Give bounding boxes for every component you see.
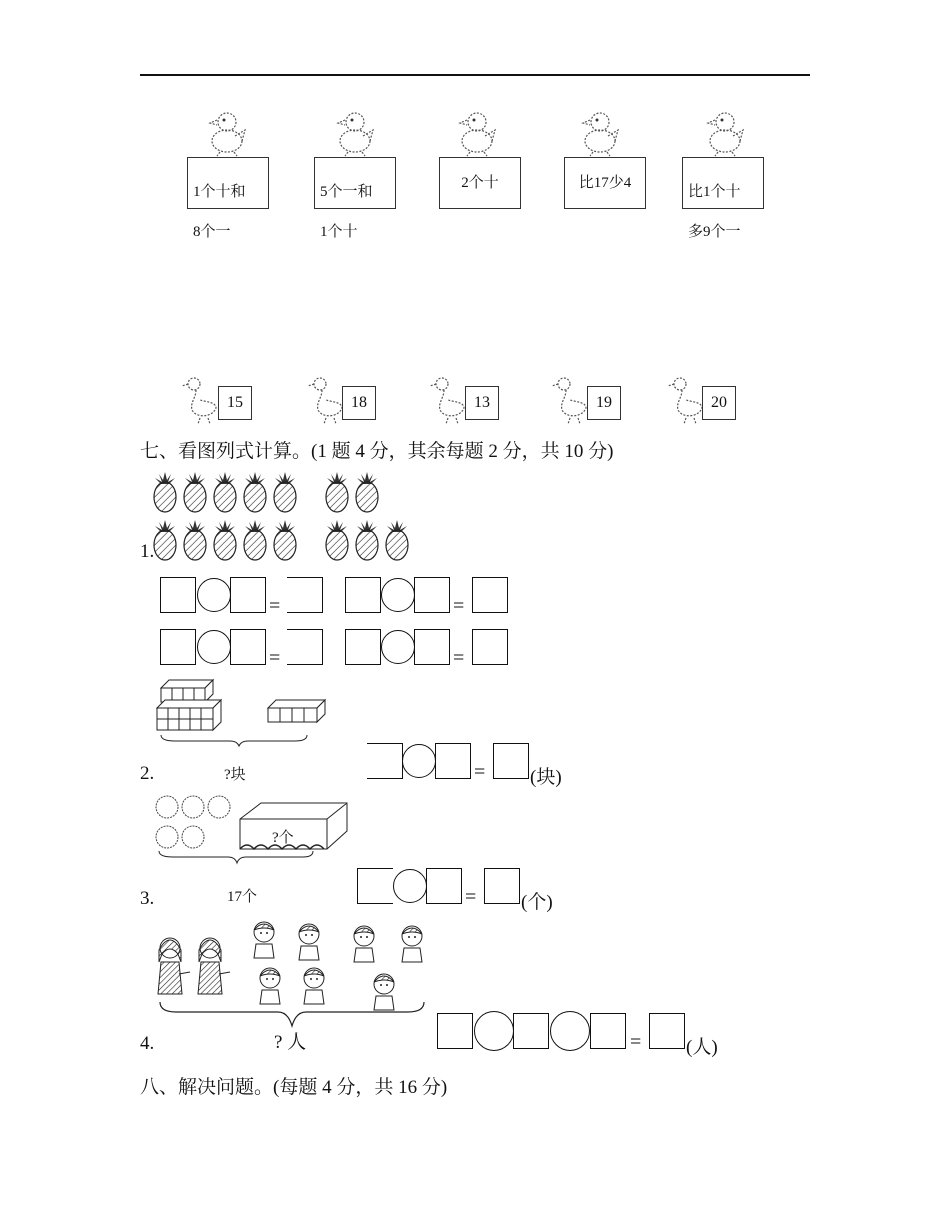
- answer-box[interactable]: [367, 743, 403, 779]
- duck-icon: [668, 376, 704, 424]
- chick-card-5: [682, 157, 764, 240]
- operator-circle[interactable]: [402, 744, 436, 778]
- chick-card-3: [439, 157, 521, 209]
- answer-box[interactable]: [590, 1013, 626, 1049]
- card-text: 5个一和: [320, 184, 373, 200]
- answer-box[interactable]: [493, 743, 529, 779]
- duck-number-box: 19: [587, 386, 621, 420]
- card-text: 2个十: [461, 175, 499, 191]
- operator-circle[interactable]: [550, 1011, 590, 1051]
- duck-icon: [182, 376, 218, 424]
- chick-icon: [205, 108, 250, 156]
- equals-sign: =: [630, 1031, 642, 1053]
- card-text: 8个一: [193, 224, 231, 240]
- question-3-brace-label: 17个: [227, 889, 258, 905]
- equals-sign: =: [474, 761, 486, 783]
- equals-sign: =: [269, 595, 281, 617]
- answer-box[interactable]: [345, 629, 381, 665]
- answer-box[interactable]: [435, 743, 471, 779]
- card-text: 比1个十: [688, 184, 741, 200]
- question-2-label: 2.: [140, 763, 155, 784]
- card-text: 1个十: [320, 224, 358, 240]
- answer-box[interactable]: [357, 868, 393, 904]
- equals-sign: =: [269, 647, 281, 669]
- card-text: 多9个一: [688, 224, 741, 240]
- answer-box[interactable]: [472, 577, 508, 613]
- chick-card-4: [564, 157, 646, 209]
- operator-circle[interactable]: [381, 630, 415, 664]
- card-text: 1个十和: [193, 184, 246, 200]
- question-3-unit: (个): [521, 892, 553, 913]
- answer-box[interactable]: [414, 577, 450, 613]
- answer-box[interactable]: [230, 577, 266, 613]
- header-rule: [140, 74, 810, 76]
- duck-number-box: 13: [465, 386, 499, 420]
- peach-box-icon: [153, 793, 353, 865]
- answer-box[interactable]: [160, 577, 196, 613]
- pineapple-icon-group: [153, 470, 423, 565]
- duck-number-box: 20: [702, 386, 736, 420]
- operator-circle[interactable]: [197, 578, 231, 612]
- duck-icon: [430, 376, 466, 424]
- chick-icon: [578, 108, 623, 156]
- duck-icon: [552, 376, 588, 424]
- equals-sign: =: [453, 647, 465, 669]
- chick-icon: [455, 108, 500, 156]
- answer-box[interactable]: [287, 577, 323, 613]
- question-2-brace-label: ?块: [224, 767, 246, 783]
- duck-icon: [308, 376, 344, 424]
- answer-box[interactable]: [484, 868, 520, 904]
- question-3-label: 3.: [140, 888, 155, 909]
- duck-number-box: 18: [342, 386, 376, 420]
- question-3-box-label: ?个: [272, 830, 294, 846]
- answer-box[interactable]: [649, 1013, 685, 1049]
- answer-box[interactable]: [287, 629, 323, 665]
- answer-box[interactable]: [513, 1013, 549, 1049]
- answer-box[interactable]: [426, 868, 462, 904]
- chick-icon: [333, 108, 378, 156]
- question-4-unit: (人): [686, 1037, 718, 1058]
- answer-box[interactable]: [160, 629, 196, 665]
- chick-icon: [703, 108, 748, 156]
- duck-number-box: 15: [218, 386, 252, 420]
- answer-box[interactable]: [472, 629, 508, 665]
- answer-box[interactable]: [230, 629, 266, 665]
- card-text: 比17少4: [578, 175, 632, 191]
- question-1-label: 1.: [140, 541, 155, 562]
- question-4-brace-label: ? 人: [274, 1032, 307, 1053]
- answer-box[interactable]: [345, 577, 381, 613]
- operator-circle[interactable]: [393, 869, 427, 903]
- section-8-heading: 八、解决问题。(每题 4 分，共 16 分): [140, 1077, 448, 1098]
- section-7-heading: 七、看图列式计算。(1 题 4 分，其余每题 2 分，共 10 分): [140, 441, 614, 462]
- equals-sign: =: [465, 886, 477, 908]
- answer-box[interactable]: [414, 629, 450, 665]
- operator-circle[interactable]: [381, 578, 415, 612]
- operator-circle[interactable]: [474, 1011, 514, 1051]
- chick-card-2: [314, 157, 396, 240]
- blocks-icon: [155, 678, 330, 748]
- equals-sign: =: [453, 595, 465, 617]
- answer-box[interactable]: [437, 1013, 473, 1049]
- chick-card-1: [187, 157, 269, 240]
- question-4-label: 4.: [140, 1033, 155, 1054]
- operator-circle[interactable]: [197, 630, 231, 664]
- question-2-unit: (块): [530, 767, 562, 788]
